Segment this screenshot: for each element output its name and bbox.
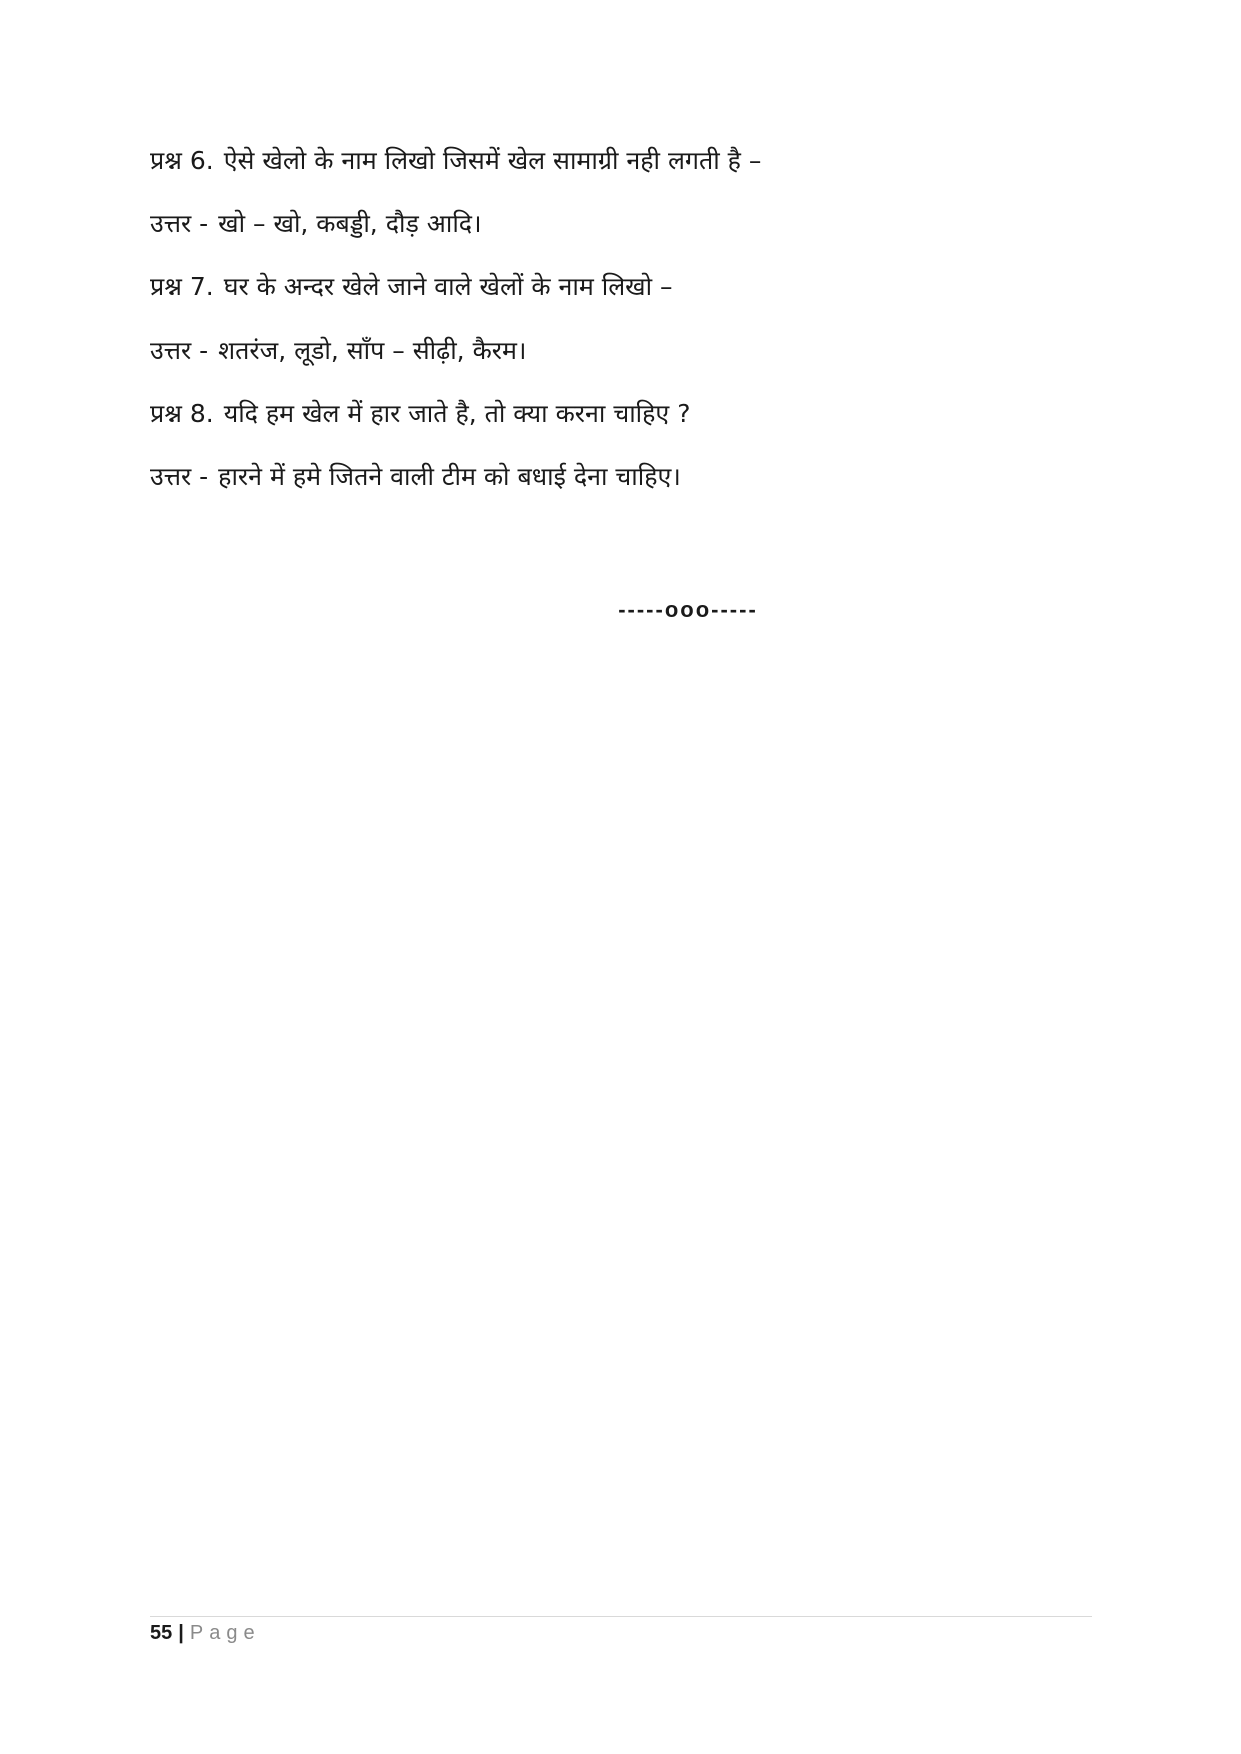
- footer-divider: [150, 1616, 1092, 1617]
- footer-separator: |: [178, 1622, 184, 1644]
- question-label: प्रश्न 7.: [150, 272, 214, 301]
- answer-7: [150, 336, 526, 366]
- section-end-marker: [0, 597, 1241, 623]
- question-8: [150, 399, 690, 429]
- answer-label: उत्तर -: [150, 462, 209, 491]
- answer-8: [150, 462, 681, 492]
- page-label: Page: [189, 1622, 261, 1644]
- answer-6: [150, 209, 482, 239]
- answer-text: हारने में हमे जितने वाली टीम को बधाई देना चाहिए।: [218, 462, 681, 491]
- page-number: 55: [150, 1622, 173, 1644]
- answer-label: उत्तर -: [150, 209, 209, 238]
- question-7: [150, 272, 673, 302]
- end-mark-text: -----ooo-----: [618, 597, 758, 622]
- question-6: [150, 146, 761, 176]
- answer-label: उत्तर -: [150, 336, 209, 365]
- answer-text: खो – खो, कबड्डी, दौड़ आदि।: [218, 209, 482, 238]
- question-text: यदि हम खेल में हार जाते है, तो क्या करना चाहिए ?: [223, 399, 691, 428]
- question-text: ऐसे खेलो के नाम लिखो जिसमें खेल सामाग्री नही लगती है –: [223, 146, 762, 175]
- answer-text: शतरंज, लूडो, साँप – सीढ़ी, कैरम।: [218, 336, 527, 365]
- page-footer: [150, 1619, 261, 1647]
- question-label: प्रश्न 6.: [150, 146, 214, 175]
- question-label: प्रश्न 8.: [150, 399, 214, 428]
- question-text: घर के अन्दर खेले जाने वाले खेलों के नाम लिखो –: [223, 272, 673, 301]
